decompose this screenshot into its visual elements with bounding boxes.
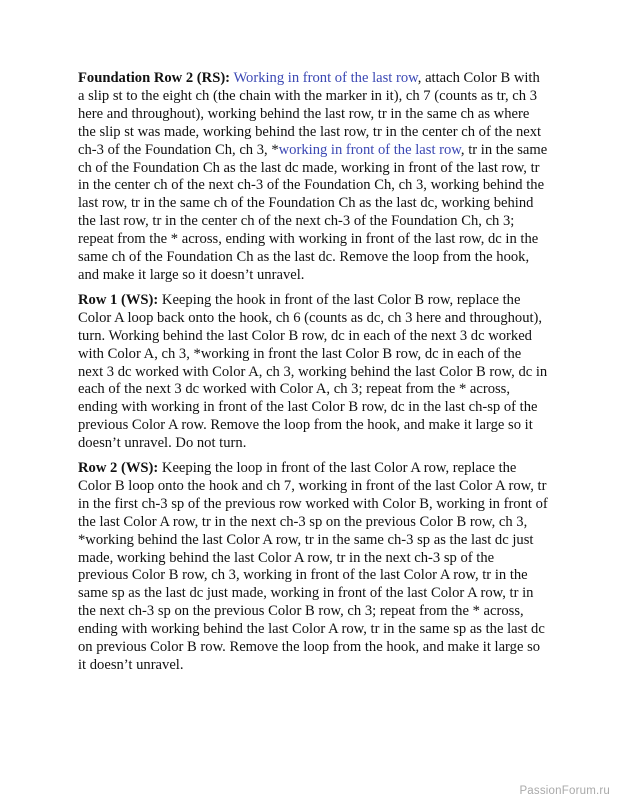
site-watermark: PassionForum.ru xyxy=(519,785,610,797)
paragraph-foundation-row-2 xyxy=(78,70,548,285)
text-segment: , attach Color B with a slip st to the eight ch (the chain with the marker in it), ch 7 (counts as tr, ch 3 here and throughout), working behind the last row, tr in the same ch as where the slip st was made, working behind the last row, tr in the center ch of the next ch-3 of the Foundation Ch, ch 3, * xyxy=(78,70,542,158)
text-segment: , tr in the same ch of the Foundation Ch as the last dc made, working in front of the last row, tr in the center ch of the next ch-3 of the Foundation Ch, ch 3, working behind the last row, tr in the same ch of the Foundation Ch as the last dc, working behind the last row, tr in the center ch of the next ch-3 of the Foundation Ch, ch 3; repeat from the * across, ending with working in front of the last row, dc in the same ch of the Foundation Ch as the last dc. Remove the loop from the hook, and make it large so it doesn’t unravel. xyxy=(78,141,548,283)
highlighted-text-link[interactable]: Working in front of the last row xyxy=(233,70,418,86)
paragraph-row-1 xyxy=(78,292,548,453)
text-segment: Keeping the loop in front of the last Color A row, replace the Color B loop onto the hook and ch 7, working in front of the last Color A row, tr in the first ch-3 sp of the previous row worked with Color B, working in front of the last Color A row, tr in the next ch-3 sp on the previous Color B row, ch 3, *working behind the last Color A row, tr in the same ch-3 sp as the last dc just made, working behind the last Color A row, tr in the next ch-3 sp of the previous Color B row, ch 3, working in front of the last Color A row, tr in the same sp as the last dc just made, working in front of the last Color A row, tr in the next ch-3 sp on the previous Color B row, ch 3; repeat from the * across, ending with working behind the last Color A row, tr in the same sp as the last dc on previous Color B row. Remove the loop from the hook, and make it large so it doesn’t unravel. xyxy=(78,460,548,673)
row-label: Foundation Row 2 (RS): xyxy=(78,70,231,86)
row-label: Row 1 (WS): xyxy=(78,291,159,308)
highlighted-text-link[interactable]: working in front of the last row xyxy=(278,141,461,158)
text-segment: Keeping the hook in front of the last Color B row, replace the Color A loop back onto the hook, ch 6 (counts as dc, ch 3 here and throughout), turn. Working behind the last Color B row, dc in each of the next 3 dc worked with Color A, ch 3, *working in front the last Color B row, dc in each of the next 3 dc worked with Color A, ch 3, working behind the last Color B row, dc in each of the next 3 dc worked with Color A, ch 3; repeat from the * across, ending with working in front of the last Color B row, dc in the last ch-sp of the previous Color A row. Remove the loop from the hook, and make it large so it doesn’t unravel. Do not turn. xyxy=(78,291,548,452)
row-label: Row 2 (WS): xyxy=(78,460,159,477)
document-body xyxy=(78,70,548,682)
paragraph-row-2 xyxy=(78,460,548,675)
